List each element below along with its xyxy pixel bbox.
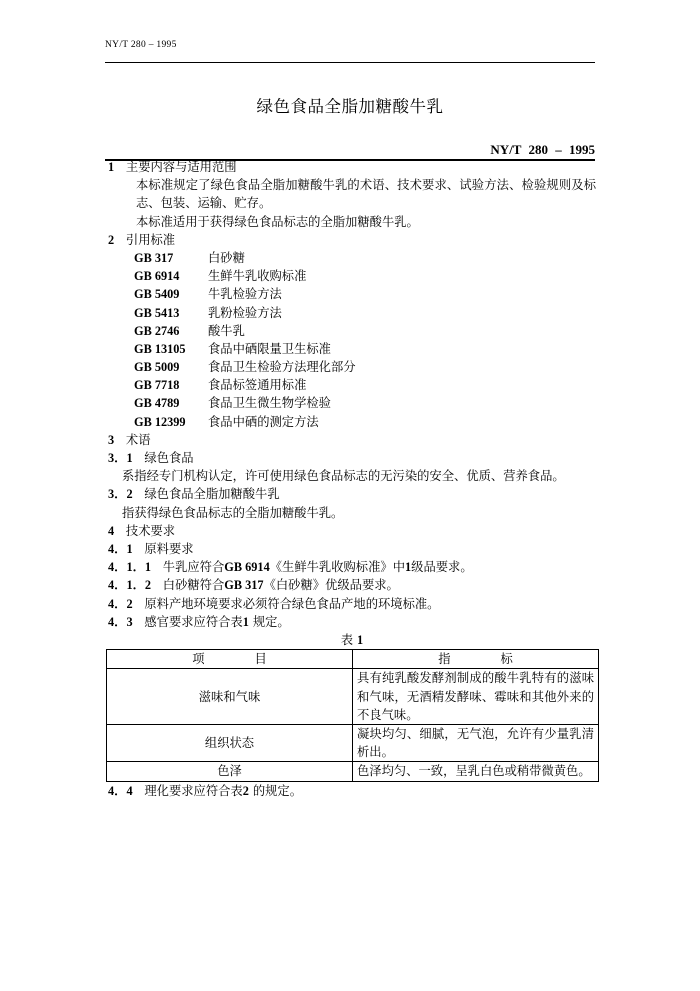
reference-name: 生鲜牛乳收购标准	[208, 269, 307, 284]
reference-item	[108, 340, 596, 358]
standard-number: NY/T 280 – 1995	[490, 142, 595, 157]
table-row	[107, 762, 599, 781]
table-row	[107, 724, 599, 761]
clause-text: 牛乳应符合	[162, 560, 225, 575]
reference-code: GB 5413	[134, 305, 180, 320]
clause-4-4	[108, 782, 596, 800]
reference-item	[108, 285, 596, 303]
standard-code: GB 6914	[224, 560, 270, 575]
reference-name: 食品中硒限量卫生标准	[208, 341, 331, 356]
reference-name: 食品卫生微生物学检验	[208, 396, 331, 411]
reference-item	[108, 322, 596, 340]
section-title: 主要内容与适用范围	[125, 160, 237, 174]
section-3-heading	[108, 431, 596, 449]
subsection-3-2-text: 指获得绿色食品标志的全脂加糖酸牛乳。	[122, 505, 344, 520]
section-number: 2	[108, 232, 115, 247]
reference-item	[108, 376, 596, 394]
clause-text: 级品要求。	[411, 560, 473, 575]
subsection-number: 3．2	[108, 487, 133, 502]
clause-4-1-2	[108, 576, 596, 594]
reference-name: 牛乳检验方法	[208, 287, 282, 302]
subsection-number: 3．1	[108, 451, 133, 466]
clause-text: 的规定。	[252, 783, 303, 798]
reference-name: 乳粉检验方法	[208, 305, 282, 320]
clause-4-2	[108, 595, 596, 613]
reference-item	[108, 413, 596, 431]
caption-label: 表	[340, 632, 354, 647]
section-4-heading	[108, 522, 596, 540]
section-title: 引用标准	[125, 232, 176, 247]
table-ref: 1	[242, 614, 249, 629]
clause-text: 原料产地环境要求必须符合绿色食品产地的环境标准。	[144, 596, 440, 611]
table-1	[106, 649, 599, 781]
section-title: 术语	[125, 432, 151, 447]
table-cell-indicator: 凝块均匀、细腻，无气泡，允许有少量乳清析出。	[353, 724, 599, 761]
section-number: 4	[108, 523, 115, 538]
table-ref: 2	[242, 783, 249, 798]
reference-code: GB 5409	[134, 287, 180, 302]
subsection-4-1-heading	[108, 540, 596, 558]
reference-code: GB 5009	[134, 360, 180, 375]
subsection-3-1-heading	[108, 449, 596, 467]
reference-item	[108, 249, 596, 267]
section-1-heading	[108, 158, 596, 176]
caption-number: 1	[357, 632, 364, 647]
reference-name: 食品标签通用标准	[208, 378, 307, 393]
reference-item	[108, 358, 596, 376]
grade-number: 1	[405, 560, 412, 575]
subsection-3-2-heading	[108, 485, 596, 503]
section-title: 技术要求	[125, 523, 176, 538]
table-row	[107, 669, 599, 725]
reference-item	[108, 394, 596, 412]
subsection-title: 绿色食品	[144, 451, 194, 466]
clause-text: 理化要求应符合表	[144, 783, 243, 798]
table-cell-item: 组织状态	[107, 724, 353, 761]
reference-list	[108, 249, 596, 431]
reference-name: 酸牛乳	[208, 323, 245, 338]
reference-name: 白砂糖	[208, 250, 245, 265]
reference-item	[108, 304, 596, 322]
column-header-item	[107, 650, 353, 669]
subsection-title: 绿色食品全脂加糖酸牛乳	[144, 487, 280, 502]
table-cell-item: 色泽	[107, 762, 353, 781]
section-number: 1	[108, 160, 115, 174]
reference-name: 食品卫生检验方法理化部分	[208, 360, 356, 375]
clause-number: 4．4	[108, 783, 133, 798]
section-1-paragraph-2: 本标准适用于获得绿色食品标志的全脂加糖酸牛乳。	[136, 214, 419, 229]
reference-code: GB 6914	[134, 269, 180, 284]
table-cell-indicator: 色泽均匀、一致，呈乳白色或稍带微黄色。	[353, 762, 599, 781]
header-rule	[105, 62, 595, 63]
clause-4-3	[108, 613, 596, 631]
table-header-row	[107, 650, 599, 669]
clause-text: 白砂糖符合	[162, 578, 225, 593]
subsection-3-1-text: 系指经专门机构认定，许可使用绿色食品标志的无污染的安全、优质、营养食品。	[122, 469, 565, 484]
clause-number: 4．1．1	[108, 560, 152, 575]
clause-text: 规定。	[252, 614, 290, 629]
reference-code: GB 7718	[134, 378, 180, 393]
clause-text: 《白砂糖》优级品要求。	[263, 578, 399, 593]
document-title: 绿色食品全脂加糖酸牛乳	[256, 97, 444, 116]
table-cell-indicator: 具有纯乳酸发酵剂制成的酸牛乳特有的滋味和气味，无酒精发酵味、霉味和其他外来的不良气味。	[353, 669, 599, 725]
clause-number: 4．2	[108, 596, 133, 611]
clause-number: 4．1．2	[108, 578, 152, 593]
clause-4-1-1	[108, 558, 596, 576]
clause-number: 4．3	[108, 614, 133, 629]
reference-code: GB 12399	[134, 414, 186, 429]
header-text: 项目	[192, 652, 317, 667]
clause-text: 《生鲜牛乳收购标准》中	[269, 560, 405, 575]
standard-code: GB 317	[224, 578, 264, 593]
running-header: NY/T 280 – 1995	[105, 40, 177, 50]
table-cell-item: 滋味和气味	[107, 669, 353, 725]
reference-name: 食品中硒的测定方法	[208, 414, 319, 429]
reference-code: GB 317	[134, 250, 174, 265]
table-1-caption	[108, 631, 596, 649]
reference-code: GB 4789	[134, 396, 180, 411]
reference-code: GB 13105	[134, 341, 186, 356]
subsection-number: 4．1	[108, 541, 133, 556]
document-body	[108, 158, 596, 800]
subsection-title: 原料要求	[144, 541, 194, 556]
section-1-paragraph-1: 本标准规定了绿色食品全脂加糖酸牛乳的术语、技术要求、试验方法、检验规则及标志、包装、运输、贮存。	[136, 178, 596, 211]
reference-code: GB 2746	[134, 323, 180, 338]
clause-text: 感官要求应符合表	[144, 614, 243, 629]
column-header-indicator	[353, 650, 599, 669]
header-text: 指标	[438, 652, 563, 667]
section-2-heading	[108, 231, 596, 249]
section-number: 3	[108, 432, 115, 447]
reference-item	[108, 267, 596, 285]
